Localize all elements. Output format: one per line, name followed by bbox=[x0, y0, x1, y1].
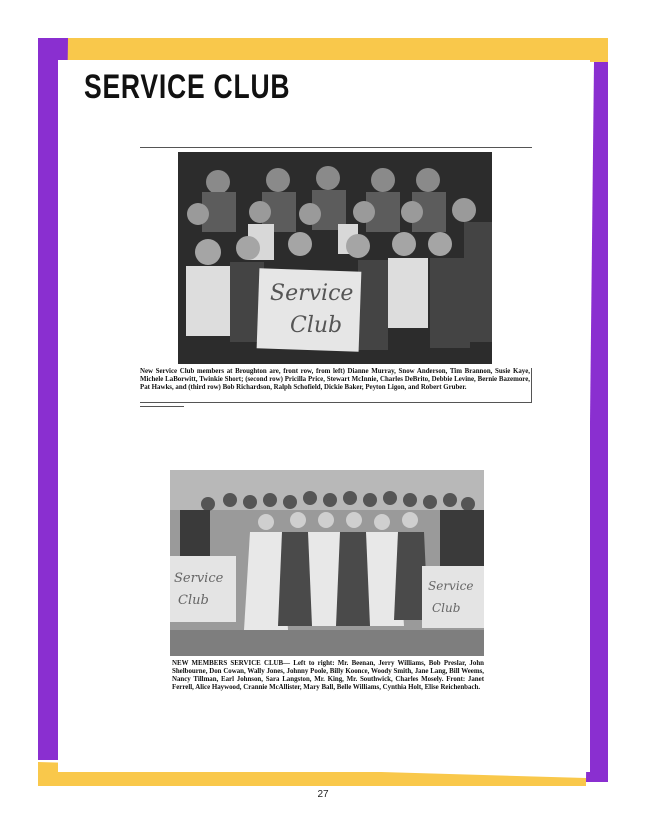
left-sign-text-2: Club bbox=[178, 593, 209, 608]
right-sign-text-2: Club bbox=[432, 601, 461, 615]
photo-2-caption bbox=[172, 660, 484, 692]
photo-service-club-group bbox=[178, 152, 492, 364]
left-sign-text-1: Service bbox=[174, 571, 224, 586]
photo-2-caption-body: Left to right: Mr. Beenan, Jerry Williams, Bob Preslar, John Shelbourne, Don Cowan, Wally Jones, Johnny Poole, Billy Koonce, Woody Smith, Jane Lang, Bill Weems, Nancy Tillman, Earl Johnson, Sara Langston, Mr. King, Mr. Southwick, Charles Mosely. Front: Janet Ferrell, Alice Haywood, Crannie McAllister, Mary Ball, Belle Williams, Cynthia Holt, Elise Reichenbach. bbox=[172, 660, 484, 691]
page-title: SERVICE CLUB bbox=[84, 68, 291, 106]
photo-new-members-group bbox=[170, 470, 484, 656]
caption-1-rule bbox=[140, 402, 532, 403]
sign-text-1: Service bbox=[270, 281, 354, 306]
caption-1-short-rule bbox=[140, 406, 184, 407]
sign-text-2: Club bbox=[290, 313, 343, 338]
caption-1-side-rule bbox=[531, 368, 532, 402]
photo-1-caption: New Service Club members at Broughton are, front row, from left) Dianne Murray, Snow Anderson, Tim Brannon, Susie Kaye, Michele LaBorwitt, Twinkie Short; (second row) Pricilla Price, Stewart McInnie, Charles DeBrito, Debbie Levine, Bernie Bazemore, Pat Hawks, and (third row) Bob Richardson, Ralph Schofield, Dickie Baker, Peyton Ligon, and Robert Gruber. bbox=[140, 368, 530, 391]
right-sign-text-1: Service bbox=[428, 579, 474, 593]
photo-2-caption-lead: NEW MEMBERS SERVICE CLUB— bbox=[172, 660, 291, 667]
gold-top-band bbox=[60, 38, 608, 62]
page-number: 27 bbox=[317, 789, 329, 800]
top-rule bbox=[140, 147, 532, 148]
